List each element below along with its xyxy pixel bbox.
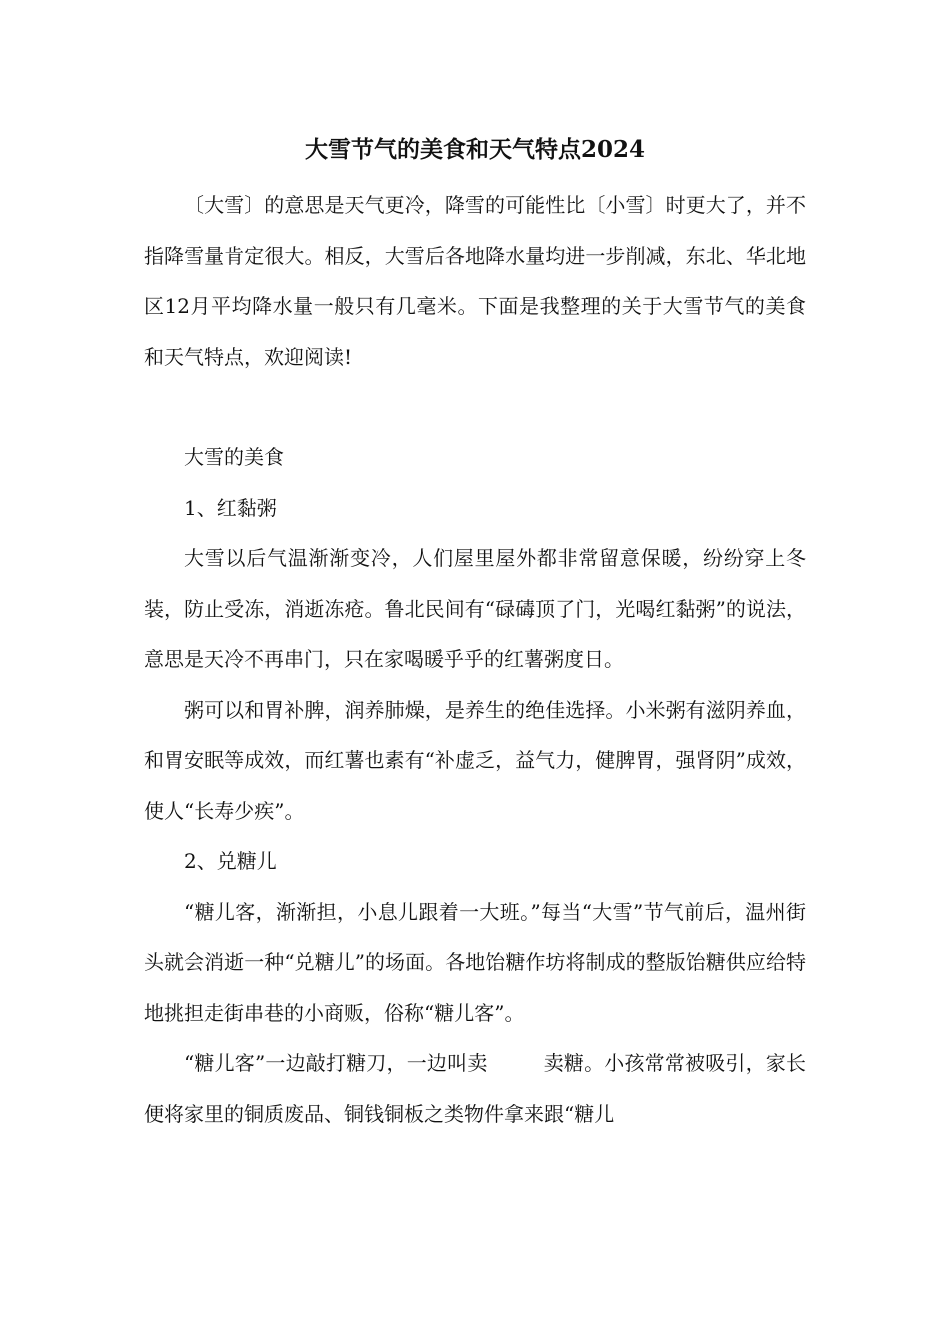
item1-paragraph-1: 大雪以后气温渐渐变冷，人们屋里屋外都非常留意保暖，纷纷穿上冬装，防止受冻，消逝冻疮。鲁北民间有“碌碡顶了门，光喝红黏粥”的说法，意思是天冷不再串门，只在家喝暖乎乎的红薯粥度日。 [144,546,806,671]
item1-paragraph-2: 粥可以和胃补脾，润养肺燥，是养生的绝佳选择。小米粥有滋阴养血，和胃安眠等成效，而红薯也素有“补虚乏，益气力，健脾胃，强肾阴”成效，使人“长寿少疾”。 [144,697,806,823]
item-heading-2: 2、兑糖儿 [184,849,277,873]
item2-paragraph-1: “糖儿客，渐渐担，小息儿跟着一大班。”每当“大雪”节气前后，温州街头就会消逝一种“兑糖儿”的场面。各地饴糖作坊将制成的整版饴糖供应给特地挑担走街串巷的小商贩，俗称“糖儿客”。 [144,899,806,1025]
item-heading-1: 1、红黏粥 [184,495,277,520]
item2-paragraph-2-part-a: “糖儿客”一边敲打糖刀，一边叫卖 [184,1051,488,1075]
intro-paragraph: 〔大雪〕的意思是天气更冷，降雪的可能性比〔小雪〕时更大了，并不指降雪量肯定很大。相反，大雪后各地降水量均进一步削减，东北、华北地区12月平均降水量一般只有几毫米。下面是我整理的关于大雪节气的美食和天气特点，欢迎阅读! [144,193,806,369]
section-spacer [144,382,806,432]
document-title: 大雪节气的美食和天气特点2024 [304,136,645,163]
section-heading: 大雪的美食 [184,445,284,469]
item2-paragraph-2 [144,1038,806,1139]
item2-paragraph-2-part-b: 卖糖。小孩常常被吸引，家长便将家里的铜质废品、铜钱铜板之类物件拿来跟“糖儿 [144,1051,807,1126]
document-page [144,128,806,1139]
